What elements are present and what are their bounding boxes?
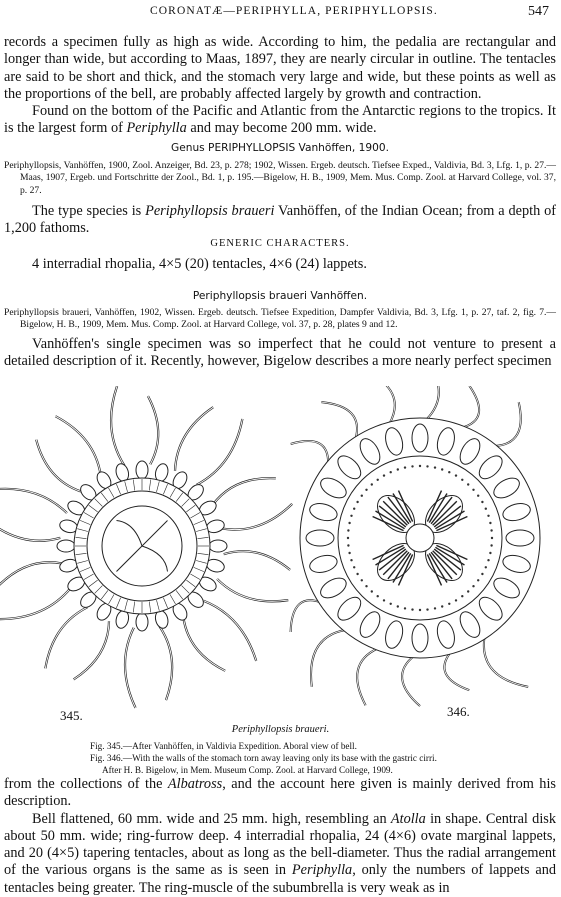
figure-label-346: 346. (447, 704, 470, 719)
stipple-dot (467, 483, 469, 485)
ship-name: Albatross (167, 776, 223, 792)
intro-line: longer than wide, but according to Maas, 1897, they are nearly circular in outline. The (4, 51, 503, 68)
marginal-lappet (209, 540, 227, 552)
stipple-dot (383, 474, 385, 476)
running-head (0, 4, 561, 22)
tentacle-core (291, 600, 322, 632)
closing-line: in shape. Central (425, 810, 528, 827)
stipple-dot (461, 479, 463, 481)
figure-title: Periphyllopsis braueri. (231, 724, 330, 735)
stipple-dot (348, 552, 350, 554)
stipple-dot (390, 603, 392, 605)
tentacle-core (74, 621, 110, 679)
stipple-dot (411, 465, 413, 467)
type-species-paragraph (4, 203, 556, 238)
tentacle-core (484, 637, 528, 687)
genus-ref-line: Periphyllopsis, Vanhöffen, 1900, Zool. Anzeiger, Bd. 23, p. 278; 1902, Wissen. Ergeb. deutsch. Tiefsee Exped., Valdivia, Bd. 3, (4, 160, 494, 171)
closing-line: Bell flattened, 60 mm. wide and 25 mm. high, resembling an (32, 810, 391, 827)
stipple-dot (377, 479, 379, 481)
caption-346: Fig. 346.—With the walls of the stomach torn away leaving only its base with the gastric cirri. (90, 753, 437, 763)
tentacle-outline (175, 407, 213, 471)
stipple-dot (353, 566, 355, 568)
fig-346-drawing (291, 386, 540, 706)
type-species-prefix: The type species is (32, 203, 146, 219)
figure-label-345: 345. (60, 708, 83, 723)
generic-characters: 4 interradial rhopalia, 4×5 (20) tentacles, 4×6 (24) lappets. (32, 256, 367, 272)
stipple-dot (365, 585, 367, 587)
stipple-dot (467, 590, 469, 592)
genus-name: Periphylla (126, 120, 187, 137)
medusa-illustrations (0, 386, 561, 726)
tentacle-core (222, 504, 292, 530)
stipple-dot (426, 608, 428, 610)
closing-prefix: from the collections of the (4, 776, 168, 792)
tentacle-core (203, 601, 256, 661)
distribution-paragraph (4, 103, 556, 138)
tentacle-core (357, 648, 378, 705)
tentacle-core (0, 587, 71, 619)
stipple-dot (441, 605, 443, 607)
tentacle-core (217, 579, 288, 601)
marginal-lappet (136, 461, 148, 479)
stipple-dot (419, 609, 421, 611)
tentacle-outline (0, 521, 60, 541)
tentacle-outline (55, 416, 100, 475)
stipple-dot (365, 489, 367, 491)
tentacle-outline (494, 402, 521, 446)
tentacle-outline (224, 551, 291, 570)
species-paragraph (4, 336, 556, 371)
genus-ref-line: Zool. at Harvard College, vol. 37, p. 27. (20, 172, 556, 196)
stipple-dot (371, 483, 373, 485)
species-ref-line: taf. 2, fig. 7.—Bigelow, H. B., 1909, Mem. Mus. Comp. Zool. at Harvard College, vol. 37, p. 28, plates 9 and 12. (20, 307, 556, 331)
type-species-depth: depth of 1,200 fathoms. (4, 203, 556, 237)
stipple-dot (461, 595, 463, 597)
species-heading: Periphyllopsis braueri Vanhöffen. (192, 290, 368, 302)
stipple-dot (448, 471, 450, 473)
stipple-dot (348, 522, 350, 524)
tentacle-outline (291, 600, 322, 632)
type-species-suffix: Vanhöffen, of the Indian Ocean; from a (274, 203, 505, 219)
closing-suffix: , and the account here given is mainly derived from his (222, 776, 556, 792)
tentacle-core (175, 407, 213, 471)
tentacle-core (45, 607, 87, 668)
stipple-dot (350, 559, 352, 561)
stipple-dot (383, 599, 385, 601)
marginal-lappet (57, 540, 75, 552)
genus-references (4, 160, 556, 197)
closing-line: description. (4, 793, 72, 810)
generic-characters-heading: GENERIC CHARACTERS. (210, 238, 350, 249)
stipple-dot (490, 529, 492, 531)
tentacle-core (36, 440, 81, 492)
tentacle-outline (217, 579, 288, 601)
stipple-dot (455, 599, 457, 601)
species-line: Vanhöffen's single specimen was so imperfect that he could not venture to present a (32, 336, 556, 352)
distribution-prefix: It is the largest form of (4, 103, 556, 137)
tentacle-outline (0, 587, 71, 619)
tentacle-core (462, 386, 479, 428)
fig-345-drawing (0, 386, 292, 708)
intro-paragraph (4, 34, 556, 103)
closing-line: arrangement of the various organs is the same as is seen in (4, 845, 556, 879)
intro-line: tentacles are said to be short and thick, and the stomach very large and wide, but these points (4, 51, 556, 85)
stipple-dot (404, 607, 406, 609)
tentacle-core (402, 656, 420, 706)
stipple-dot (448, 603, 450, 605)
stipple-dot (361, 495, 363, 497)
closing-line: disk about 50 mm. wide; ring-furrow deep. 4 interradial rhopalia, 24 (4×6) ovate marginal (4, 810, 557, 844)
figure-plate (0, 386, 561, 726)
stipple-dot (441, 468, 443, 470)
tentacle-outline (74, 621, 110, 679)
stipple-dot (481, 501, 483, 503)
stipple-dot (350, 515, 352, 517)
genus-name: Atolla (390, 810, 426, 827)
stipple-dot (371, 590, 373, 592)
tentacle-outline (0, 562, 62, 586)
tentacle-outline (311, 630, 346, 687)
stipple-dot (426, 465, 428, 467)
tentacle-outline (45, 607, 87, 668)
tentacle-outline (36, 440, 81, 492)
tentacle-outline (357, 648, 378, 705)
stipple-dot (377, 595, 379, 597)
stipple-dot (353, 508, 355, 510)
tentacle-outline (462, 386, 479, 428)
tentacle-core (311, 630, 346, 687)
species-line: detailed description of it. Recently, however, Bigelow describes a more nearly perfect specimen (4, 353, 552, 370)
stipple-dot (487, 559, 489, 561)
tentacle-core (224, 551, 291, 570)
marginal-lappet (136, 613, 148, 631)
tentacle-outline (291, 441, 329, 464)
stipple-dot (485, 508, 487, 510)
stipple-dot (347, 537, 349, 539)
stipple-dot (390, 471, 392, 473)
stipple-dot (490, 544, 492, 546)
stipple-dot (397, 468, 399, 470)
tentacle-core (0, 521, 60, 541)
species-ref-line: Periphyllopsis braueri, Vanhöffen, 1902, Wissen. Ergeb. deutsch. Tiefsee Expedition, Dampfer Valdivia, Bd. 3, Lfg. 1, p. 27, (4, 307, 494, 318)
tentacle-core (183, 617, 225, 671)
tentacle-core (321, 402, 357, 439)
tentacle-outline (402, 656, 420, 706)
stipple-dot (489, 522, 491, 524)
tentacle-core (494, 402, 521, 446)
distribution-line: Found on the bottom of the Pacific and Atlantic from the Antarctic regions to the tropics. (32, 103, 544, 119)
closing-paragraph (4, 776, 556, 897)
intro-line: as well as the proportions of the bell, are probably affected largely by growth and contraction. (4, 68, 556, 102)
tentacle-outline (366, 386, 395, 424)
tentacle-core (213, 478, 276, 505)
stipple-dot (481, 573, 483, 575)
closing-line: lappets and tentacles being greater. The ring-muscle of the subumbrella is very weak as in (4, 862, 556, 896)
tentacle-core (197, 419, 243, 485)
stipple-dot (434, 607, 436, 609)
tentacle-outline (203, 601, 256, 661)
caption-345: Fig. 345.—After Vanhöffen, in Valdivia Expedition. Aboral view of bell. (90, 741, 357, 751)
caption-credit: After H. B. Bigelow, in Mem. Museum Comp. Zool. at Harvard College, 1909. (102, 765, 393, 775)
tentacle-outline (321, 402, 357, 439)
stipple-dot (397, 605, 399, 607)
stipple-dot (411, 608, 413, 610)
stipple-dot (455, 474, 457, 476)
genus-ref-line: Lfg. 1, p. 27.—Maas, 1907, Ergeb. und Fortschritte der Zool., Bd. 1, p. 195.—Bigelow, H. B., 1909, Mem. Mus. Comp. (20, 160, 556, 184)
stomach-base (406, 524, 434, 552)
tentacle-core (148, 396, 158, 464)
stipple-dot (472, 585, 474, 587)
stipple-dot (477, 579, 479, 581)
stipple-dot (419, 465, 421, 467)
stipple-dot (434, 466, 436, 468)
stipple-dot (347, 529, 349, 531)
page-number: 547 (528, 4, 549, 19)
tentacle-core (125, 628, 135, 708)
tentacle-outline (183, 617, 225, 671)
stipple-dot (361, 579, 363, 581)
tentacle-core (0, 489, 67, 513)
closing-line: lappets, and 20 (4×5) tapering tentacles, about as long as the bell-diameter. Thus the radial (4, 827, 557, 862)
species-name: Periphyllopsis braueri (145, 203, 275, 219)
stipple-dot (489, 552, 491, 554)
stipple-dot (487, 515, 489, 517)
stipple-dot (491, 537, 493, 539)
stipple-dot (477, 495, 479, 497)
figure-caption (90, 740, 510, 776)
genus-name: Periphylla (291, 862, 353, 879)
genus-heading: Genus PERIPHYLLOPSIS Vanhöffen, 1900. (171, 142, 389, 154)
tentacle-outline (197, 419, 243, 485)
stipple-dot (356, 501, 358, 503)
running-title: CORONATÆ—PERIPHYLLA, PERIPHYLLOPSIS. (150, 5, 438, 17)
stipple-dot (356, 573, 358, 575)
stipple-dot (485, 566, 487, 568)
intro-line: records a specimen fully as high as wide. According to him, the pedalia are rectangular and (4, 34, 556, 50)
tentacle-outline (420, 386, 439, 420)
stipple-dot (347, 544, 349, 546)
closing-line: , only the numbers of (352, 862, 484, 879)
species-references (4, 307, 556, 332)
distribution-suffix: and may become 200 mm. wide. (186, 120, 377, 137)
stipple-dot (472, 489, 474, 491)
stipple-dot (404, 466, 406, 468)
tentacle-core (55, 416, 100, 475)
